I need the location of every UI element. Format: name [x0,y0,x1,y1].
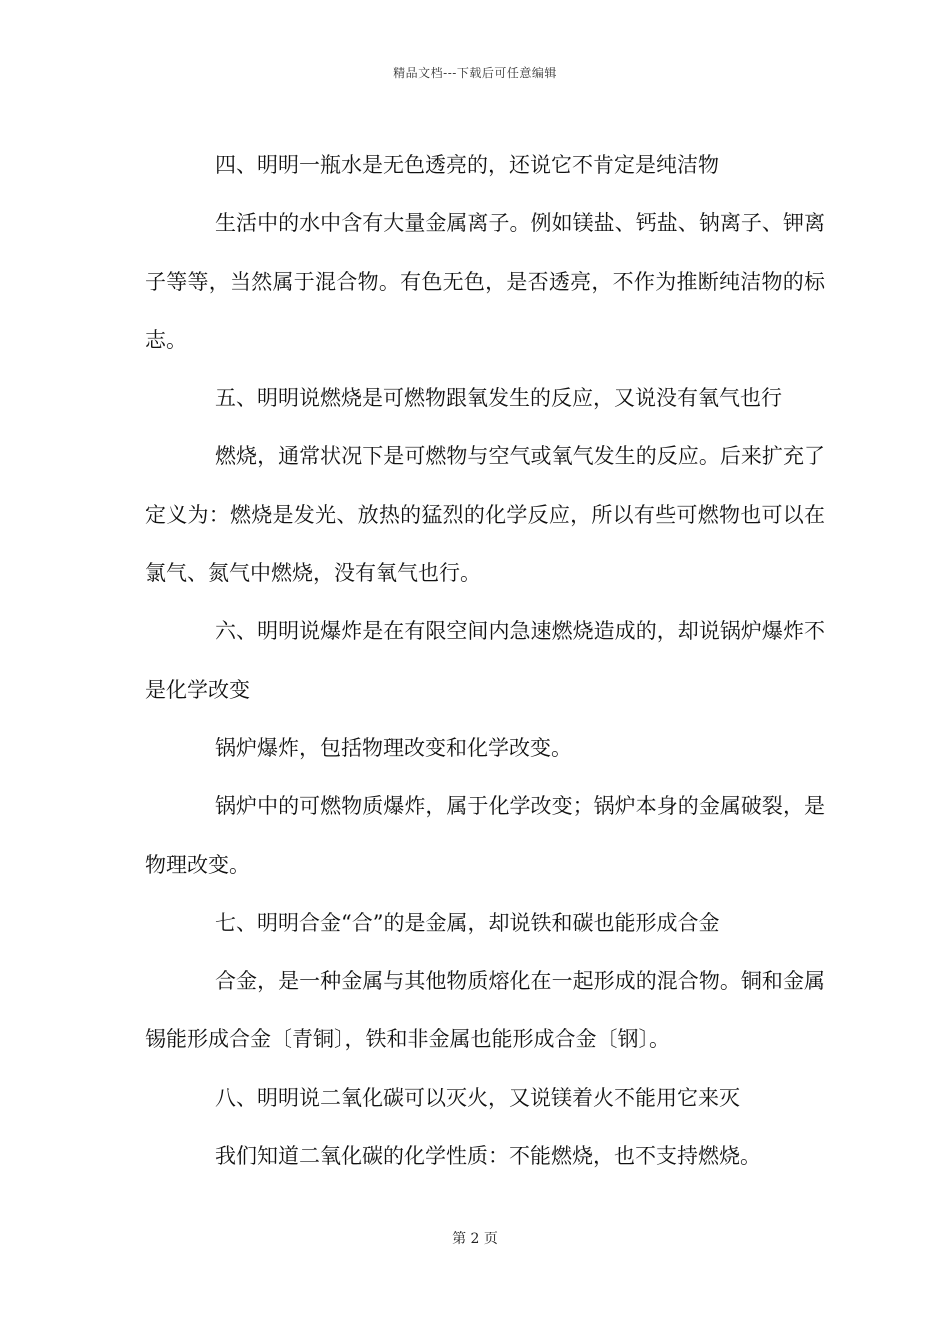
section-heading-8: 八、明明说二氧化碳可以灭火，又说镁着火不能用它来灭 [215,1085,740,1110]
body-paragraph: 锅炉中的可燃物质爆炸，属于化学改变；锅炉本身的金属破裂，是物理改变。 [145,794,825,877]
section-heading-4: 四、明明一瓶水是无色透亮的，还说它不肯定是纯洁物 [215,153,719,177]
section-heading-5: 五、明明说燃烧是可燃物跟氧发生的反应，又说没有氧气也行 [215,386,782,411]
section-heading-7: 七、明明合金“合”的是金属，却说铁和碳也能形成合金 [215,910,720,935]
body-paragraph: 生活中的水中含有大量金属离子。例如镁盐、钙盐、钠离子、钾离子等等，当然属于混合物。有色无色，是否透亮，不作为推断纯洁物的标志。 [145,211,825,352]
document-body [145,136,825,1185]
body-paragraph: 我们知道二氧化碳的化学性质：不能燃烧，也不支持燃烧。 [215,1144,761,1169]
body-paragraph: 锅炉爆炸，包括物理改变和化学改变。 [215,735,572,760]
body-paragraph: 燃烧，通常状况下是可燃物与空气或氧气发生的反应。后来扩充了定义为：燃烧是发光、放热的猛烈的化学反应，所以有些可燃物也可以在氯气、氮气中燃烧，没有氧气也行。 [145,444,825,586]
page-number: 第 2 页 [452,1231,498,1247]
section-heading-6: 六、明明说爆炸是在有限空间内急速燃烧造成的，却说锅炉爆炸不是化学改变 [145,619,825,702]
page-header: 精品文档---下载后可任意编辑 [393,66,557,80]
body-paragraph: 合金，是一种金属与其他物质熔化在一起形成的混合物。铜和金属锡能形成合金〔青铜〕，铁和非金属也能形成合金〔钢〕。 [145,969,825,1052]
